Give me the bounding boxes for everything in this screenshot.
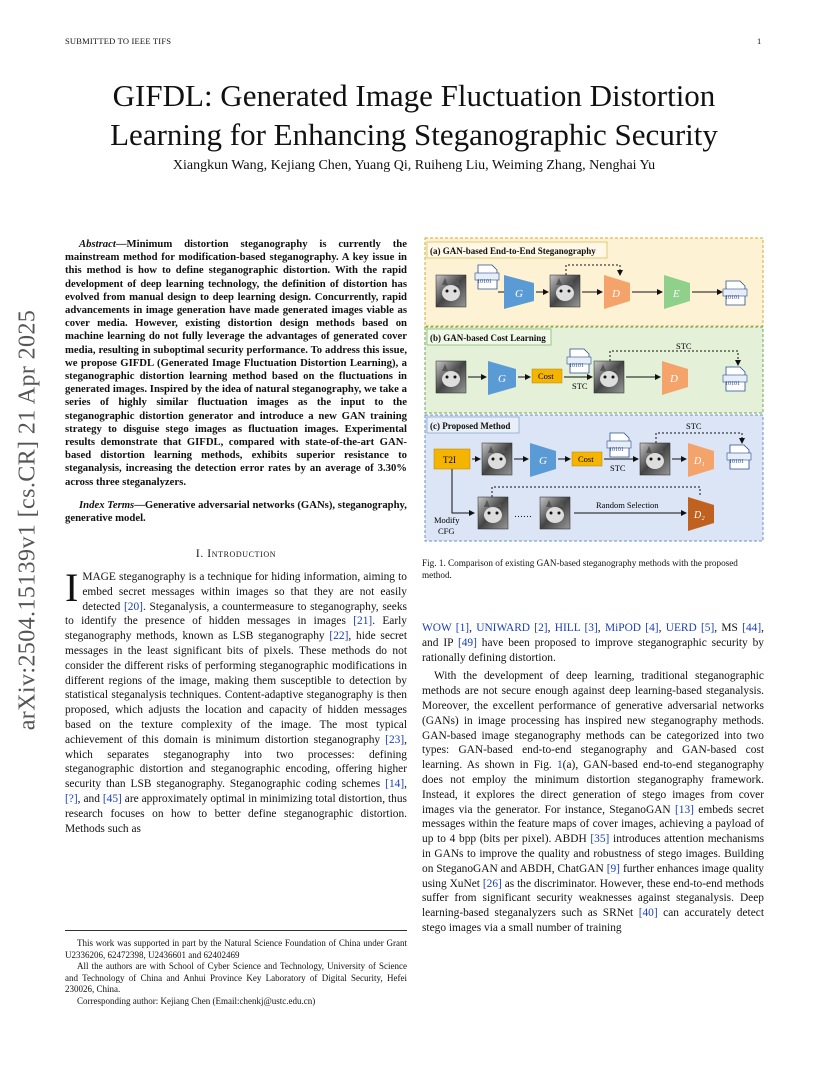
intro-text: steganography is a technique for hiding information, aiming to embed secret messages within images so that they are not easily detected	[82, 571, 407, 613]
citation-link[interactable]: [?]	[65, 793, 78, 806]
abstract	[65, 238, 407, 489]
panel-a-label: (a) GAN-based End-to-End Steganography	[430, 246, 596, 256]
footnote-funding: This work was supported in part by the Natural Science Foundation of China under Grant U2336206, 62472398, U2436601 and 62402469	[65, 938, 407, 960]
section-title: I. Introduction	[195, 548, 277, 561]
figure-link[interactable]: 1	[556, 759, 563, 772]
footnote-rule	[65, 930, 407, 931]
drop-cap: I	[65, 565, 79, 611]
body-text: as the discriminator. However, these end-to-end methods suffer from significant security weaknesses against steganalysis. Deep learning-based steganalyzers such as SRNet	[422, 877, 764, 920]
right-paragraph-2	[422, 669, 764, 935]
body-text: , MS	[714, 622, 743, 634]
body-text: , and IP	[422, 622, 765, 649]
figure-caption: Fig. 1. Comparison of existing GAN-based steganography methods with the proposed method.	[422, 558, 738, 580]
citation-link[interactable]: UNIWARD [2]	[476, 622, 548, 634]
arxiv-stamp	[8, 285, 48, 755]
abstract-label: Abstract	[79, 238, 116, 250]
index-terms-label: Index Terms	[79, 498, 135, 511]
intro-text: ,	[404, 778, 407, 791]
left-column	[65, 238, 407, 836]
citation-link[interactable]: [9]	[606, 862, 620, 875]
citation-link[interactable]: MiPOD [4]	[604, 622, 659, 634]
citation-link[interactable]: [14]	[385, 778, 405, 791]
page-number: 1	[757, 36, 762, 46]
index-terms-text: —Generative adversarial networks (GANs), steganography, generative model.	[65, 498, 407, 525]
cost-label: Cost	[538, 371, 554, 381]
citation-link[interactable]: HILL [3]	[554, 622, 598, 634]
intro-text: , hide secret messages in the least significant bits of pixels. These methods do not consider the different risks of performing steganographic modifications in different regions of the image, making them susceptible to detection by statistical steganalysis techniques. Content-adaptive steganography is then proposed, which adjusts the location and capacity of hidden messages based on the texture complexity of the image. The most typical achievement of this domain is minimum distortion steganography	[65, 630, 407, 746]
title-line-2: Learning for Enhancing Steganographic Security	[110, 117, 718, 152]
body-text: ,	[597, 622, 605, 634]
bits-label: 10101	[729, 459, 744, 465]
panel-b-label: (b) GAN-based Cost Learning	[430, 333, 546, 343]
footnote-affiliation: All the authors are with School of Cyber Science and Technology, University of Science and Technology of China and Anhui Province Key Laboratory of Digital Security, Hefei 230026, China.	[65, 961, 407, 995]
citation-link[interactable]: UERD [5]	[665, 622, 715, 634]
intro-text: . Steganalysis, a countermeasure to steganography, seeks to identify the presence of hidden messages in images	[65, 600, 407, 628]
body-text: ,	[469, 622, 477, 634]
footnote-corresponding: Corresponding author: Kejiang Chen (Email:chenkj@ustc.edu.cn)	[77, 995, 316, 1006]
bits-label: 10101	[569, 363, 584, 369]
body-text: can accurately detect stego images via a small number of training	[422, 907, 764, 934]
extractor-label: E	[673, 288, 680, 300]
intro-text: . Early steganography methods, known as LSB steganography	[65, 615, 407, 643]
body-text: With the development of deep learning, traditional steganographic methods are not secure enough against deep learning-based steganalysis. Moreover, the excellent performance of generative adversarial networks (GANs) in image processing has inspired new steganography methods. GAN-based image steganography methods can be categorized into two types: GAN-based end-to-end steganography and GAN-based cost learning. As shown in Fig.	[422, 670, 764, 772]
body-text: ,	[658, 622, 666, 634]
cost-label: Cost	[578, 454, 594, 464]
intro-text: are approximately optimal in minimizing total distortion, thus research focuses on how to better define steganographic distortion. Methods such as	[65, 793, 407, 835]
bits-label: 10101	[477, 279, 492, 285]
body-text: further enhances image quality using XuNet	[422, 862, 765, 890]
figure-1	[424, 237, 764, 543]
citation-link[interactable]: [20]	[123, 600, 143, 613]
discriminator-1-label: D₁	[694, 456, 705, 467]
citation-link[interactable]: [35]	[590, 833, 610, 846]
generator-label: G	[498, 373, 506, 385]
body-text: (a), GAN-based end-to-end steganography does not employ the minimum distortion steganography framework. Instead, it explores the direct generation of stego images from cover images via the generator. For instance, SteganoGAN	[422, 759, 764, 816]
index-terms	[65, 499, 407, 525]
body-text: ,	[547, 622, 555, 634]
citation-link[interactable]: [49]	[457, 636, 477, 649]
bits-label: 10101	[609, 447, 624, 453]
running-header: SUBMITTED TO IEEE TIFS	[65, 36, 172, 46]
right-column	[422, 621, 764, 936]
citation-link[interactable]: [45]	[102, 793, 122, 806]
random-selection-label: Random Selection	[596, 500, 659, 510]
stc-label: STC	[572, 381, 588, 391]
bits-label: 10101	[725, 295, 740, 301]
paper-title	[60, 76, 768, 154]
ellipsis-label: ……	[514, 509, 532, 519]
citation-link[interactable]: [13]	[674, 803, 694, 816]
generator-label: G	[539, 455, 547, 467]
citation-link[interactable]: [44]	[742, 622, 762, 634]
figure-diagram	[424, 237, 764, 543]
abstract-text: —Minimum distortion steganography is currently the mainstream method for modification-based steganography. A key issue in this method is how to define steganographic distortion. With the rapid development of deep learning technology, the definition of distortion has evolved from manual design to deep learning design. Concurrently, rapid advancements in image generation have made generated images viable as cover media. However, existing distortion design methods based on machine learning do not fully leverage the advantages of generated cover media, resulting in suboptimal security performance. To address this issue, we propose GIFDL (Generated Image Fluctuation Distortion Learning), a steganographic distortion learning method based on the fluctuations in generated images. Inspired by the idea of natural steganography, we take a series of highly similar fluctuation images as the input to the steganographic distortion generator and introduce a new GAN training strategy to disguise stego images as fluctuation images. Experimental results demonstrate that GIFDL, compared with state-of-the-art GAN-based distortion learning methods, exhibits superior resistance to steganalysis, increasing the detection error rates by an average of 3.30% across three steganalyzers.	[65, 238, 407, 488]
footnotes	[65, 938, 407, 1008]
panel-c-label: (c) Proposed Method	[430, 421, 511, 431]
cfg-label: CFG	[438, 526, 455, 536]
citation-link[interactable]: WOW [1]	[422, 622, 470, 634]
t2i-label: T2I	[443, 455, 456, 465]
modify-label: Modify	[434, 515, 460, 525]
citation-link[interactable]: [21]	[353, 615, 373, 628]
right-paragraph-1	[422, 621, 764, 665]
intro-text: , which separates steganography into two processes: defining steganographic distortion and steganographic encoding, offering higher security than LSB steganography. Steganographic coding schemes	[65, 733, 407, 791]
citation-link[interactable]: [26]	[482, 877, 502, 890]
discriminator-label: D	[670, 373, 678, 385]
author-list: Xiangkun Wang, Kejiang Chen, Yuang Qi, Ruiheng Liu, Weiming Zhang, Nenghai Yu	[172, 158, 656, 173]
body-text: have been proposed to improve steganographic security by rationally defining distortion.	[422, 636, 764, 664]
body-text: embeds secret messages within the feature maps of cover images, achieving a payload of up to 4 bpp (bits per pixel). ABDH	[422, 803, 764, 846]
generator-label: G	[515, 288, 523, 300]
intro-text: , and	[77, 793, 103, 806]
bits-label: 10101	[725, 381, 740, 387]
arxiv-id: arXiv:2504.15139v1 [cs.CR] 21 Apr 2025	[14, 309, 41, 731]
stc-label: STC	[610, 463, 626, 473]
citation-link[interactable]: [22]	[329, 630, 349, 643]
body-text: introduces attention mechanisms in GANs to improve the quality and robustness of stego images. Building on SteganoGAN and ABDH, ChatGAN	[422, 833, 765, 875]
stc-label: STC	[686, 421, 702, 431]
title-line-1: GIFDL: Generated Image Fluctuation Distortion	[112, 78, 716, 113]
intro-paragraph	[65, 565, 407, 836]
stc-label: STC	[676, 341, 692, 351]
citation-link[interactable]: [40]	[638, 907, 658, 920]
discriminator-2-label: D₂	[694, 510, 705, 521]
discriminator-label: D	[612, 288, 620, 300]
intro-first-word: MAGE	[82, 571, 116, 584]
citation-link[interactable]: [23]	[385, 733, 405, 746]
